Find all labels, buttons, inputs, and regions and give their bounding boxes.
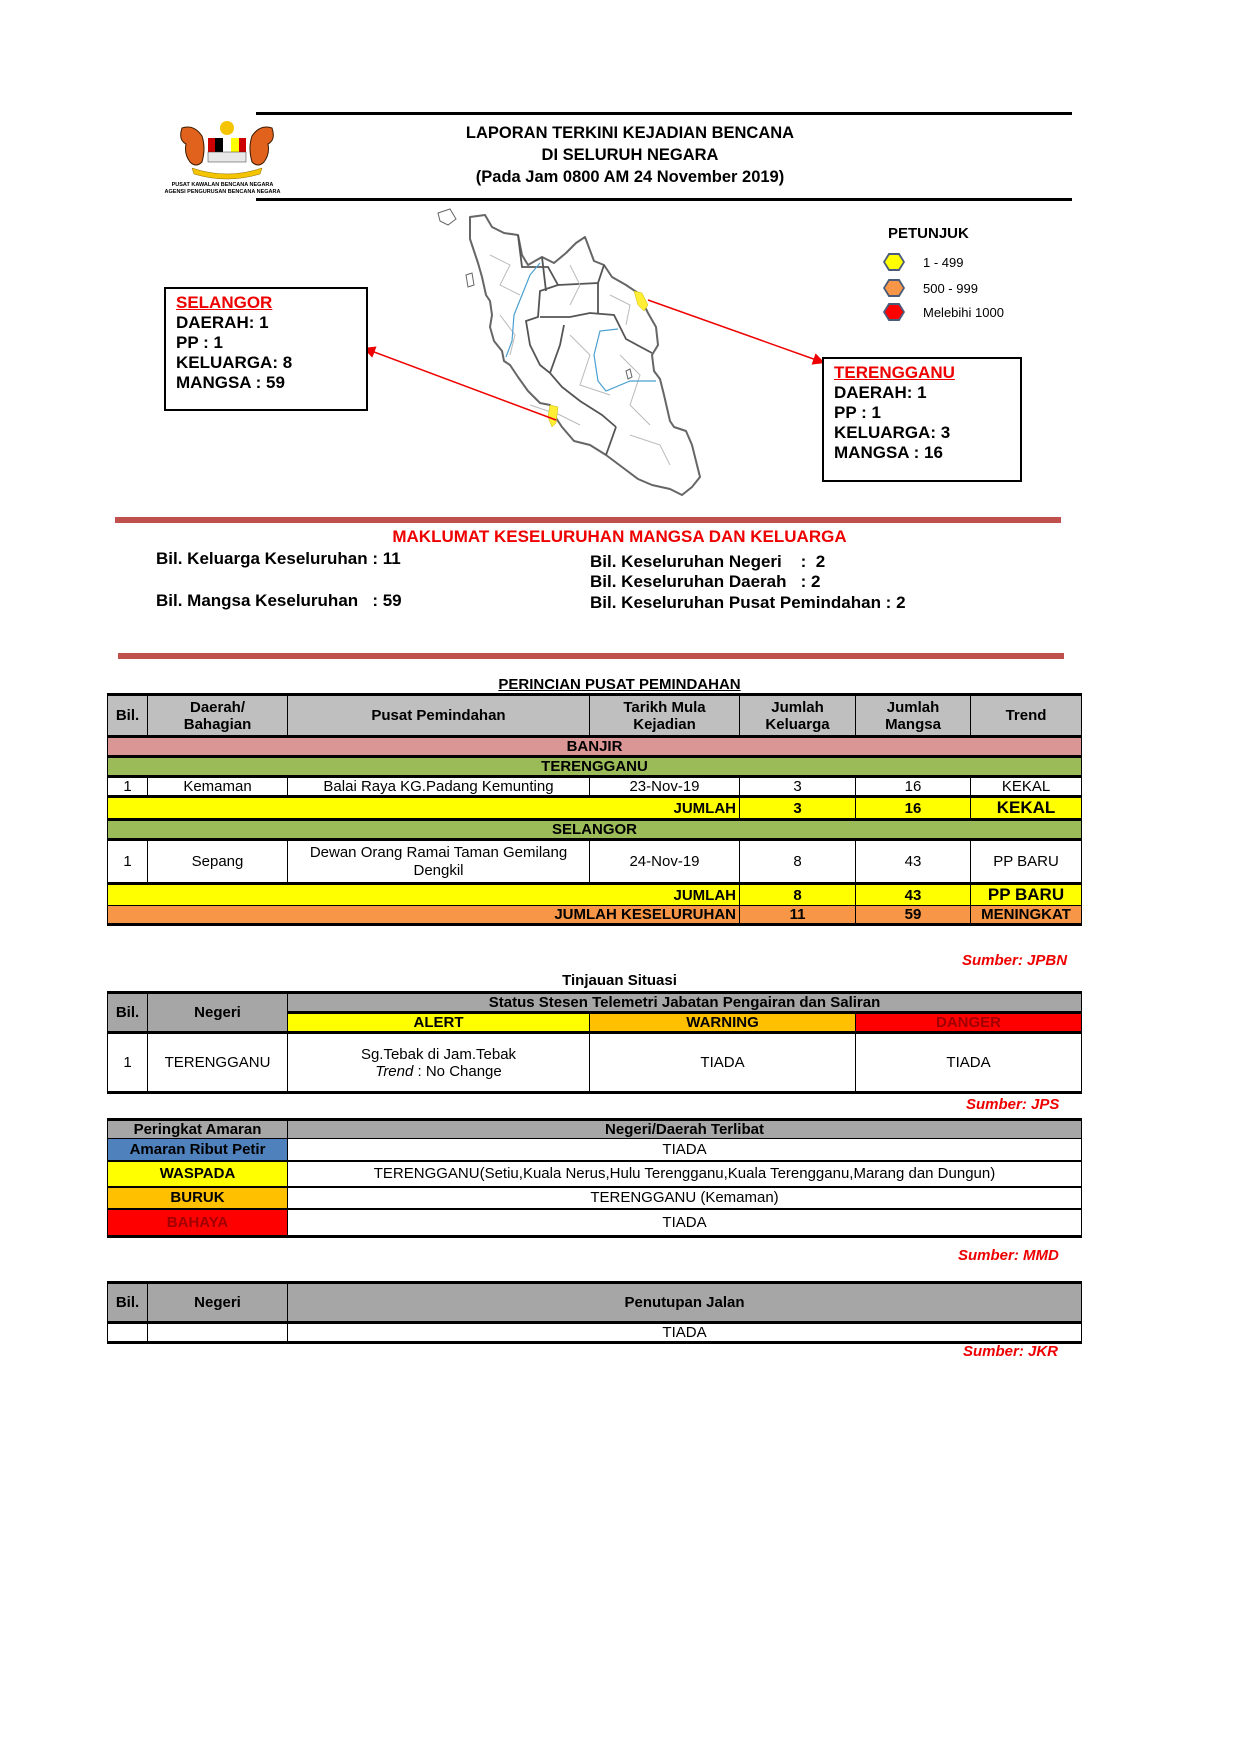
summary-daerah: Bil. Keseluruhan Daerah : 2 — [590, 572, 821, 591]
col-header-tarikh-line1: Tarikh Mula — [623, 698, 706, 716]
subtotal-keluarga: 8 — [740, 884, 856, 906]
cell-keluarga: 3 — [740, 777, 856, 797]
subtotal-row-terengganu — [108, 797, 1082, 820]
callout-state-name: SELANGOR — [176, 293, 273, 312]
callout-mangsa: MANGSA : 16 — [834, 443, 943, 462]
cell-bil: 1 — [108, 777, 148, 797]
col-header-daerah — [148, 695, 288, 737]
col-header-keluarga-line1: Jumlah — [771, 698, 824, 716]
col-header-negeri: Negeri — [148, 1283, 288, 1323]
callout-terengganu — [822, 357, 1022, 482]
col-header-daerah-line2: Bahagian — [183, 715, 252, 733]
callout-keluarga: KELUARGA: 8 — [176, 353, 293, 372]
warning-row — [108, 1161, 1082, 1187]
situation-table — [107, 991, 1082, 1094]
legend-item-yellow — [883, 253, 963, 271]
table-header-row — [108, 695, 1082, 737]
subtotal-keluarga: 3 — [740, 797, 856, 820]
callout-pp: PP : 1 — [176, 333, 223, 352]
cell-daerah: Sepang — [148, 840, 288, 884]
callout-arrows — [0, 0, 1239, 520]
cell-mangsa: 43 — [856, 840, 971, 884]
col-header-daerah-line1: Daerah/ — [189, 698, 246, 716]
col-header-area: Negeri/Daerah Terlibat — [288, 1120, 1082, 1139]
cell-pusat: Dewan Orang Ramai Taman Gemilang Dengkil — [288, 840, 590, 884]
cell-keluarga: 8 — [740, 840, 856, 884]
table-row — [108, 777, 1082, 797]
col-header-alert: ALERT — [288, 1013, 590, 1033]
subtotal-label: JUMLAH — [108, 884, 740, 906]
cell-trend: PP BARU — [971, 840, 1082, 884]
source-jkr: Sumber: JKR — [963, 1343, 1059, 1360]
callout-selangor — [164, 287, 368, 411]
alert-station: Sg.Tebak di Jam.Tebak — [360, 1045, 517, 1063]
grand-total-trend: MENINGKAT — [971, 906, 1082, 925]
title-line1: LAPORAN TERKINI KEJADIAN BENCANA — [465, 124, 795, 142]
warning-area: TERENGGANU (Kemaman) — [288, 1187, 1082, 1209]
col-header-danger: DANGER — [856, 1013, 1082, 1033]
col-header-mangsa — [856, 695, 971, 737]
cell-closure: TIADA — [288, 1323, 1082, 1343]
callout-mangsa: MANGSA : 59 — [176, 373, 285, 392]
col-header-pusat: Pusat Pemindahan — [288, 695, 590, 737]
col-header-mangsa-line2: Mangsa — [885, 715, 941, 733]
subtotal-trend: KEKAL — [971, 797, 1082, 820]
state-name: TERENGGANU — [108, 757, 1082, 777]
warning-area: TERENGGANU(Setiu,Kuala Nerus,Hulu Terengganu,Kuala Terengganu,Marang dan Dungun) — [288, 1161, 1082, 1187]
subtotal-row-selangor — [108, 884, 1082, 906]
cell-bil: 1 — [108, 840, 148, 884]
situation-title: Tinjauan Situasi — [562, 972, 677, 989]
cell-bil: 1 — [108, 1033, 148, 1093]
callout-pp: PP : 1 — [834, 403, 881, 422]
alert-trend-label: Trend — [375, 1062, 414, 1080]
col-header-bil: Bil. — [108, 993, 148, 1033]
subtotal-mangsa: 16 — [856, 797, 971, 820]
cell-negeri — [148, 1323, 288, 1343]
callout-daerah: DAERAH: 1 — [176, 313, 269, 332]
summary-mangsa: Bil. Mangsa Keseluruhan : 59 — [156, 591, 402, 610]
title-line2: DI SELURUH NEGARA — [541, 146, 719, 164]
summary-negeri: Bil. Keseluruhan Negeri : 2 — [590, 552, 826, 571]
cell-mangsa: 16 — [856, 777, 971, 797]
roads-header-row — [108, 1283, 1082, 1323]
warning-level: BAHAYA — [108, 1209, 288, 1237]
callout-state-name: TERENGGANU — [834, 363, 955, 382]
arrow-to-terengganu — [648, 300, 822, 362]
legend-label: 1 - 499 — [923, 254, 964, 270]
alert-trend — [291, 1063, 586, 1080]
table-row — [108, 1033, 1082, 1093]
grand-total-mangsa: 59 — [856, 906, 971, 925]
table-row — [108, 840, 1082, 884]
col-header-status: Status Stesen Telemetri Jabatan Pengairan dan Saliran — [288, 993, 1082, 1013]
cell-tarikh: 23-Nov-19 — [590, 777, 740, 797]
subtotal-trend: PP BARU — [971, 884, 1082, 906]
legend-title: PETUNJUK — [888, 225, 969, 242]
warning-level: BURUK — [108, 1187, 288, 1209]
summary-rule-bottom — [118, 653, 1064, 659]
col-header-warning: WARNING — [590, 1013, 856, 1033]
source-jps: Sumber: JPS — [966, 1096, 1060, 1113]
col-header-keluarga — [740, 695, 856, 737]
callout-keluarga: KELUARGA: 3 — [834, 423, 951, 442]
table-row — [108, 1323, 1082, 1343]
cell-negeri: TERENGGANU — [148, 1033, 288, 1093]
state-name: SELANGOR — [108, 820, 1082, 840]
source-jpbn: Sumber: JPBN — [962, 952, 1068, 969]
legend-item-red — [883, 303, 1004, 321]
cell-warning: TIADA — [590, 1033, 856, 1093]
warning-row — [108, 1187, 1082, 1209]
warning-area: TIADA — [288, 1209, 1082, 1237]
relief-centers-title: PERINCIAN PUSAT PEMINDAHAN — [498, 676, 741, 693]
grand-total-keluarga: 11 — [740, 906, 856, 925]
warning-level: WASPADA — [108, 1161, 288, 1187]
legend-label: Melebihi 1000 — [923, 304, 1004, 320]
grand-total-row — [108, 906, 1082, 925]
col-header-tarikh — [590, 695, 740, 737]
col-header-keluarga-line2: Keluarga — [765, 715, 830, 733]
grand-total-label: JUMLAH KESELURUHAN — [108, 906, 740, 925]
col-header-negeri: Negeri — [148, 993, 288, 1033]
cell-alert — [288, 1033, 590, 1093]
col-header-mangsa-line1: Jumlah — [886, 698, 940, 716]
logo-caption-line2: AGENSI PENGURUSAN BENCANA NEGARA — [164, 189, 281, 195]
summary-keluarga: Bil. Keluarga Keseluruhan : 11 — [156, 549, 401, 568]
warning-row — [108, 1209, 1082, 1237]
disaster-type: BANJIR — [108, 737, 1082, 757]
hexagon-icon-orange — [883, 279, 905, 297]
col-header-bil: Bil. — [108, 695, 148, 737]
state-row-terengganu — [108, 757, 1082, 777]
summary-pusat: Bil. Keseluruhan Pusat Pemindahan : 2 — [590, 593, 906, 612]
warning-area: TIADA — [288, 1139, 1082, 1161]
callout-daerah: DAERAH: 1 — [834, 383, 927, 402]
col-header-closure: Penutupan Jalan — [288, 1283, 1082, 1323]
summary-title: MAKLUMAT KESELURUHAN MANGSA DAN KELUARGA — [392, 527, 847, 546]
warning-row — [108, 1139, 1082, 1161]
hexagon-icon-yellow — [883, 253, 905, 271]
subtotal-mangsa: 43 — [856, 884, 971, 906]
arrow-to-selangor — [366, 349, 556, 420]
col-header-level: Peringkat Amaran — [108, 1120, 288, 1139]
col-header-tarikh-line2: Kejadian — [633, 715, 696, 733]
weather-warnings-table — [107, 1118, 1082, 1238]
cell-daerah: Kemaman — [148, 777, 288, 797]
logo-caption-line1: PUSAT KAWALAN BENCANA NEGARA — [171, 182, 274, 188]
cell-danger: TIADA — [856, 1033, 1082, 1093]
cell-pusat: Balai Raya KG.Padang Kemunting — [288, 777, 590, 797]
legend-label: 500 - 999 — [923, 280, 978, 296]
hexagon-icon-red — [883, 303, 905, 321]
legend-item-orange — [883, 279, 978, 297]
title-line3: (Pada Jam 0800 AM 24 November 2019) — [475, 168, 785, 186]
cell-trend: KEKAL — [971, 777, 1082, 797]
col-header-bil: Bil. — [108, 1283, 148, 1323]
road-closure-table — [107, 1281, 1082, 1344]
cell-bil — [108, 1323, 148, 1343]
source-mmd: Sumber: MMD — [958, 1247, 1059, 1264]
situation-header-row — [108, 993, 1082, 1013]
cell-tarikh: 24-Nov-19 — [590, 840, 740, 884]
alert-trend-value: : No Change — [413, 1062, 502, 1080]
summary-rule-top — [115, 517, 1061, 523]
state-row-selangor — [108, 820, 1082, 840]
warning-level: Amaran Ribut Petir — [108, 1139, 288, 1161]
subtotal-label: JUMLAH — [108, 797, 740, 820]
warnings-header-row — [108, 1120, 1082, 1139]
relief-centers-table — [107, 693, 1082, 926]
disaster-type-row — [108, 737, 1082, 757]
col-header-trend: Trend — [971, 695, 1082, 737]
